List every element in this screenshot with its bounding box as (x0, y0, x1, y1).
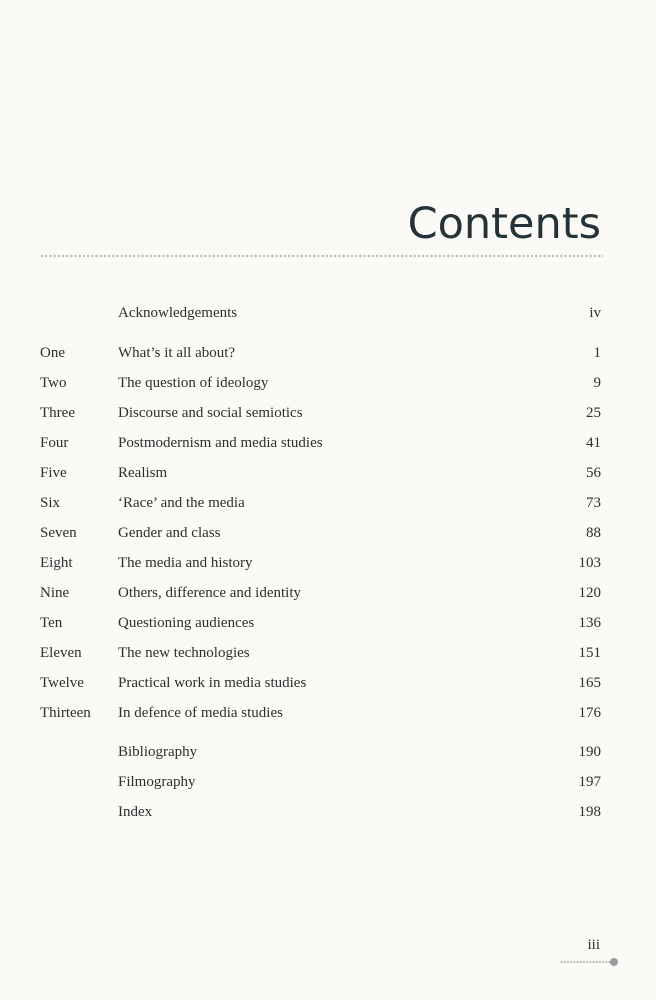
toc-entry-title: ‘Race’ and the media (118, 495, 245, 511)
toc-entry-page: iv (589, 305, 601, 321)
toc-entry-number: Six (40, 495, 61, 511)
toc-entry-page: 103 (578, 555, 601, 571)
toc-entry-number: Four (40, 435, 69, 451)
toc-entry-title: Bibliography (118, 744, 198, 760)
toc-entry-number: Eight (40, 555, 73, 571)
toc-entry-page: 56 (586, 465, 601, 481)
toc-entry-title: Realism (118, 465, 168, 481)
toc-entry-title: Filmography (118, 774, 196, 790)
toc-entry-number: Twelve (40, 675, 84, 691)
folio-dots (560, 961, 614, 963)
toc-entry-page: 73 (586, 495, 601, 511)
toc-entry-number: Two (40, 375, 67, 391)
toc-entry-number: Ten (40, 615, 63, 631)
toc-entry-chapter-thirteen[interactable] (40, 700, 603, 726)
page-title: Contents (407, 199, 601, 249)
toc-entry-chapter-twelve[interactable] (40, 670, 603, 696)
toc-entry-title: Questioning audiences (118, 615, 255, 631)
toc-entry-chapter-six[interactable] (40, 490, 603, 516)
toc-entry-chapter-nine[interactable] (40, 580, 603, 606)
toc-entry-title: The media and history (118, 555, 253, 571)
toc-entry-number: Nine (40, 585, 70, 601)
toc-entry-title: Discourse and social semiotics (118, 405, 303, 421)
toc-entry-chapter-eleven[interactable] (40, 640, 603, 666)
dotted-title-rule (40, 254, 603, 258)
toc-entry-title: Practical work in media studies (118, 675, 307, 691)
toc-entry-page: 1 (593, 345, 601, 361)
toc-entry-number: Three (40, 405, 75, 421)
toc-entry-page: 151 (578, 645, 601, 661)
toc-entry-page: 25 (586, 405, 601, 421)
toc-entry-title: Index (118, 804, 153, 820)
toc-entry-title: Gender and class (118, 525, 221, 541)
toc-entry-chapter-five[interactable] (40, 460, 603, 486)
toc-entry-page: 136 (578, 615, 601, 631)
toc-entry-title: Postmodernism and media studies (118, 435, 323, 451)
toc-entry-page: 9 (593, 375, 601, 391)
folio-dotted-rule (560, 960, 616, 964)
toc-entry-page: 198 (578, 804, 601, 820)
toc-entry-number: Five (40, 465, 67, 481)
toc-entry-title: In defence of media studies (118, 705, 283, 721)
toc-entry-page: 120 (578, 585, 601, 601)
toc-entry-chapter-ten[interactable] (40, 610, 603, 636)
toc-entry-title: The new technologies (118, 645, 250, 661)
toc-entry-chapter-four[interactable] (40, 430, 603, 456)
toc-entry-filmography[interactable] (40, 769, 603, 795)
toc-entry-title: The question of ideology (118, 375, 269, 391)
page-number: iii (587, 937, 600, 953)
toc-entry-index[interactable] (40, 799, 603, 825)
toc-entry-title: Others, difference and identity (118, 585, 301, 601)
toc-entry-acknowledgements[interactable] (40, 300, 603, 326)
toc-entry-page: 197 (578, 774, 601, 790)
toc-entry-chapter-one[interactable] (40, 340, 603, 366)
toc-entry-page: 88 (586, 525, 601, 541)
toc-entry-title: What’s it all about? (118, 345, 236, 361)
toc-entry-chapter-seven[interactable] (40, 520, 603, 546)
toc-entry-chapter-two[interactable] (40, 370, 603, 396)
toc-entry-number: One (40, 345, 65, 361)
toc-entry-bibliography[interactable] (40, 739, 603, 765)
toc-entry-chapter-three[interactable] (40, 400, 603, 426)
toc-entry-number: Thirteen (40, 705, 91, 721)
toc-entry-chapter-eight[interactable] (40, 550, 603, 576)
toc-entry-page: 41 (586, 435, 601, 451)
toc-entry-page: 165 (578, 675, 601, 691)
toc-entry-page: 176 (578, 705, 601, 721)
toc-entry-number: Seven (40, 525, 77, 541)
folio-bullet-icon (610, 958, 618, 966)
toc-entry-title: Acknowledgements (118, 305, 238, 321)
toc-entry-number: Eleven (40, 645, 82, 661)
toc-entry-page: 190 (578, 744, 601, 760)
